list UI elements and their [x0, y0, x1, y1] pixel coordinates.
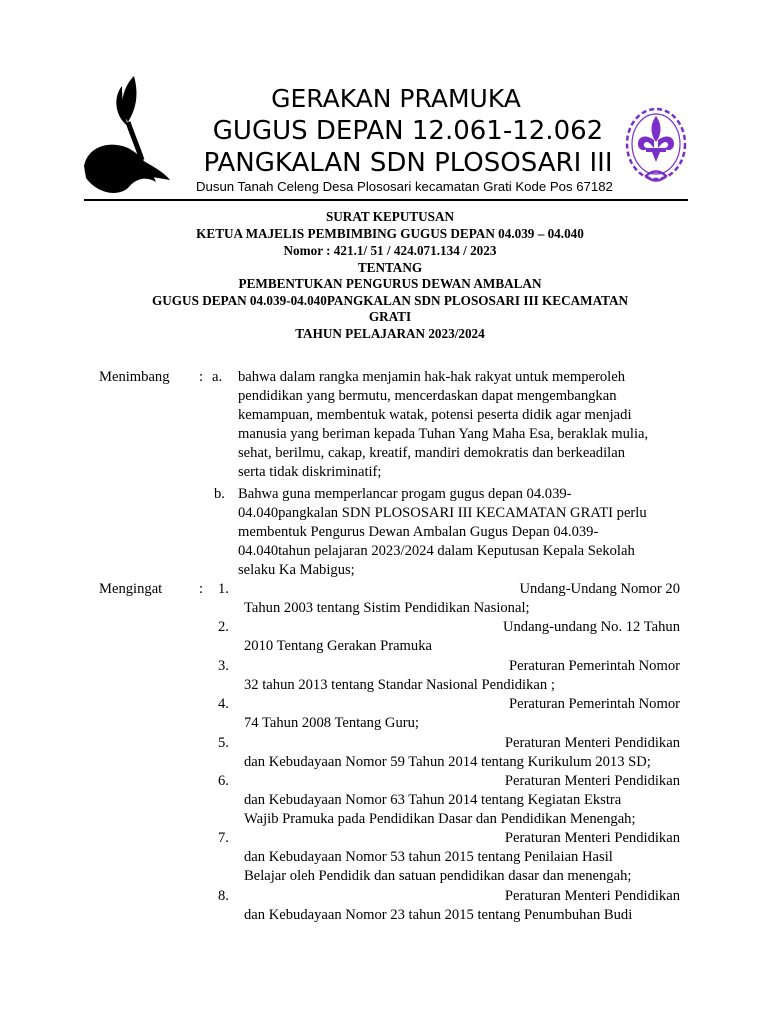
title-line: GRATI: [368, 309, 412, 324]
text-line: dan Kebudayaan Nomor 53 tahun 2015 tentang Penilaian Hasil: [244, 849, 613, 865]
title-line: TAHUN PELAJARAN 2023/2024: [295, 326, 485, 341]
text-line: Peraturan Menteri Pendidikan: [504, 735, 680, 751]
title-line: TENTANG: [357, 260, 423, 275]
menimbang-label: Menimbang: [99, 369, 170, 385]
item-marker: 5.: [218, 735, 229, 751]
title-line: SURAT KEPUTUSAN: [325, 209, 455, 224]
text-line: selaku Ka Mabigus;: [238, 562, 355, 578]
item-marker: 4.: [218, 696, 229, 712]
org-name: GERAKAN PRAMUKA: [271, 84, 521, 113]
menimbang-colon: :: [199, 369, 204, 385]
text-line: Peraturan Pemerintah Nomor: [508, 658, 680, 674]
text-line: Belajar oleh Pendidik dan satuan pendidikan dasar dan menengah;: [244, 868, 632, 884]
text-line: dan Kebudayaan Nomor 63 Tahun 2014 tentang Kegiatan Ekstra: [244, 792, 622, 808]
wosm-emblem: [624, 104, 688, 192]
text-line: Peraturan Pemerintah Nomor: [508, 696, 680, 712]
text-line: kemampuan, membentuk watak, potensi peserta didik agar menjadi: [238, 407, 632, 423]
mengingat-colon: :: [199, 581, 204, 597]
text-line: 04.040pangkalan SDN PLOSOSARI III KECAMATAN GRATI perlu: [238, 505, 647, 521]
text-line: serta tidak diskriminatif;: [238, 464, 382, 480]
title-line: PEMBENTUKAN PENGURUS DEWAN AMBALAN: [238, 276, 542, 291]
text-line: 2010 Tentang Gerakan Pramuka: [244, 638, 432, 654]
text-line: 04.040tahun pelajaran 2023/2024 dalam Keputusan Kepala Sekolah: [238, 543, 635, 559]
text-line: membentuk Pengurus Dewan Ambalan Gugus Depan 04.039-: [238, 524, 599, 540]
text-line: Undang-undang No. 12 Tahun: [502, 619, 680, 635]
item-marker: b.: [214, 486, 225, 502]
text-line: bahwa dalam rangka menjamin hak-hak rakyat untuk memperoleh: [238, 369, 625, 385]
text-line: 74 Tahun 2008 Tentang Guru;: [244, 715, 419, 731]
item-marker: 1.: [218, 581, 229, 597]
item-marker: 3.: [218, 658, 229, 674]
pangkalan-title: PANGKALAN SDN PLOSOSARI III: [203, 148, 613, 178]
title-line: Nomor : 421.1/ 51 / 424.071.134 / 2023: [283, 243, 497, 258]
text-line: manusia yang beriman kepada Tuhan Yang Maha Esa, beraklak mulia,: [238, 426, 649, 442]
item-marker: 2.: [218, 619, 229, 635]
text-line: Bahwa guna memperlancar progam gugus depan 04.039-: [238, 486, 572, 502]
address-line: Dusun Tanah Celeng Desa Plososari kecamatan Grati Kode Pos 67182: [196, 179, 613, 194]
item-marker: 6.: [218, 773, 229, 789]
menimbang-item-a: [238, 368, 680, 482]
item-marker: 7.: [218, 830, 229, 846]
title-line: KETUA MAJELIS PEMBIMBING GUGUS DEPAN 04.039 – 04.040: [196, 226, 584, 241]
text-line: 32 tahun 2013 tentang Standar Nasional Pendidikan ;: [244, 677, 555, 693]
text-line: Peraturan Menteri Pendidikan: [504, 830, 680, 846]
gugus-depan-title: GUGUS DEPAN 12.061-12.062: [212, 116, 604, 146]
text-line: dan Kebudayaan Nomor 23 tahun 2015 tentang Penumbuhan Budi: [244, 907, 633, 923]
letterhead-divider: [84, 199, 688, 201]
text-line: Wajib Pramuka pada Pendidikan Dasar dan Pendidikan Menengah;: [244, 811, 636, 827]
text-line: Peraturan Menteri Pendidikan: [504, 773, 680, 789]
item-marker: 8.: [218, 888, 229, 904]
item-marker: a.: [212, 369, 223, 385]
menimbang-item-b: [238, 485, 680, 580]
text-line: pendidikan yang bermutu, mencerdaskan dapat mengembangkan: [238, 388, 617, 404]
text-line: Peraturan Menteri Pendidikan: [504, 888, 680, 904]
text-line: dan Kebudayaan Nomor 59 Tahun 2014 tentang Kurikulum 2013 SD;: [244, 754, 651, 770]
title-line: GUGUS DEPAN 04.039-04.040PANGKALAN SDN PLOSOSARI III KECAMATAN: [152, 293, 628, 308]
text-line: sehat, berilmu, cakap, kreatif, mandiri demokratis dan berkeadilan: [238, 445, 625, 461]
text-line: Tahun 2003 tentang Sistim Pendidikan Nasional;: [244, 600, 530, 616]
mengingat-label: Mengingat: [99, 581, 163, 597]
text-line: Undang-Undang Nomor 20: [519, 581, 680, 597]
